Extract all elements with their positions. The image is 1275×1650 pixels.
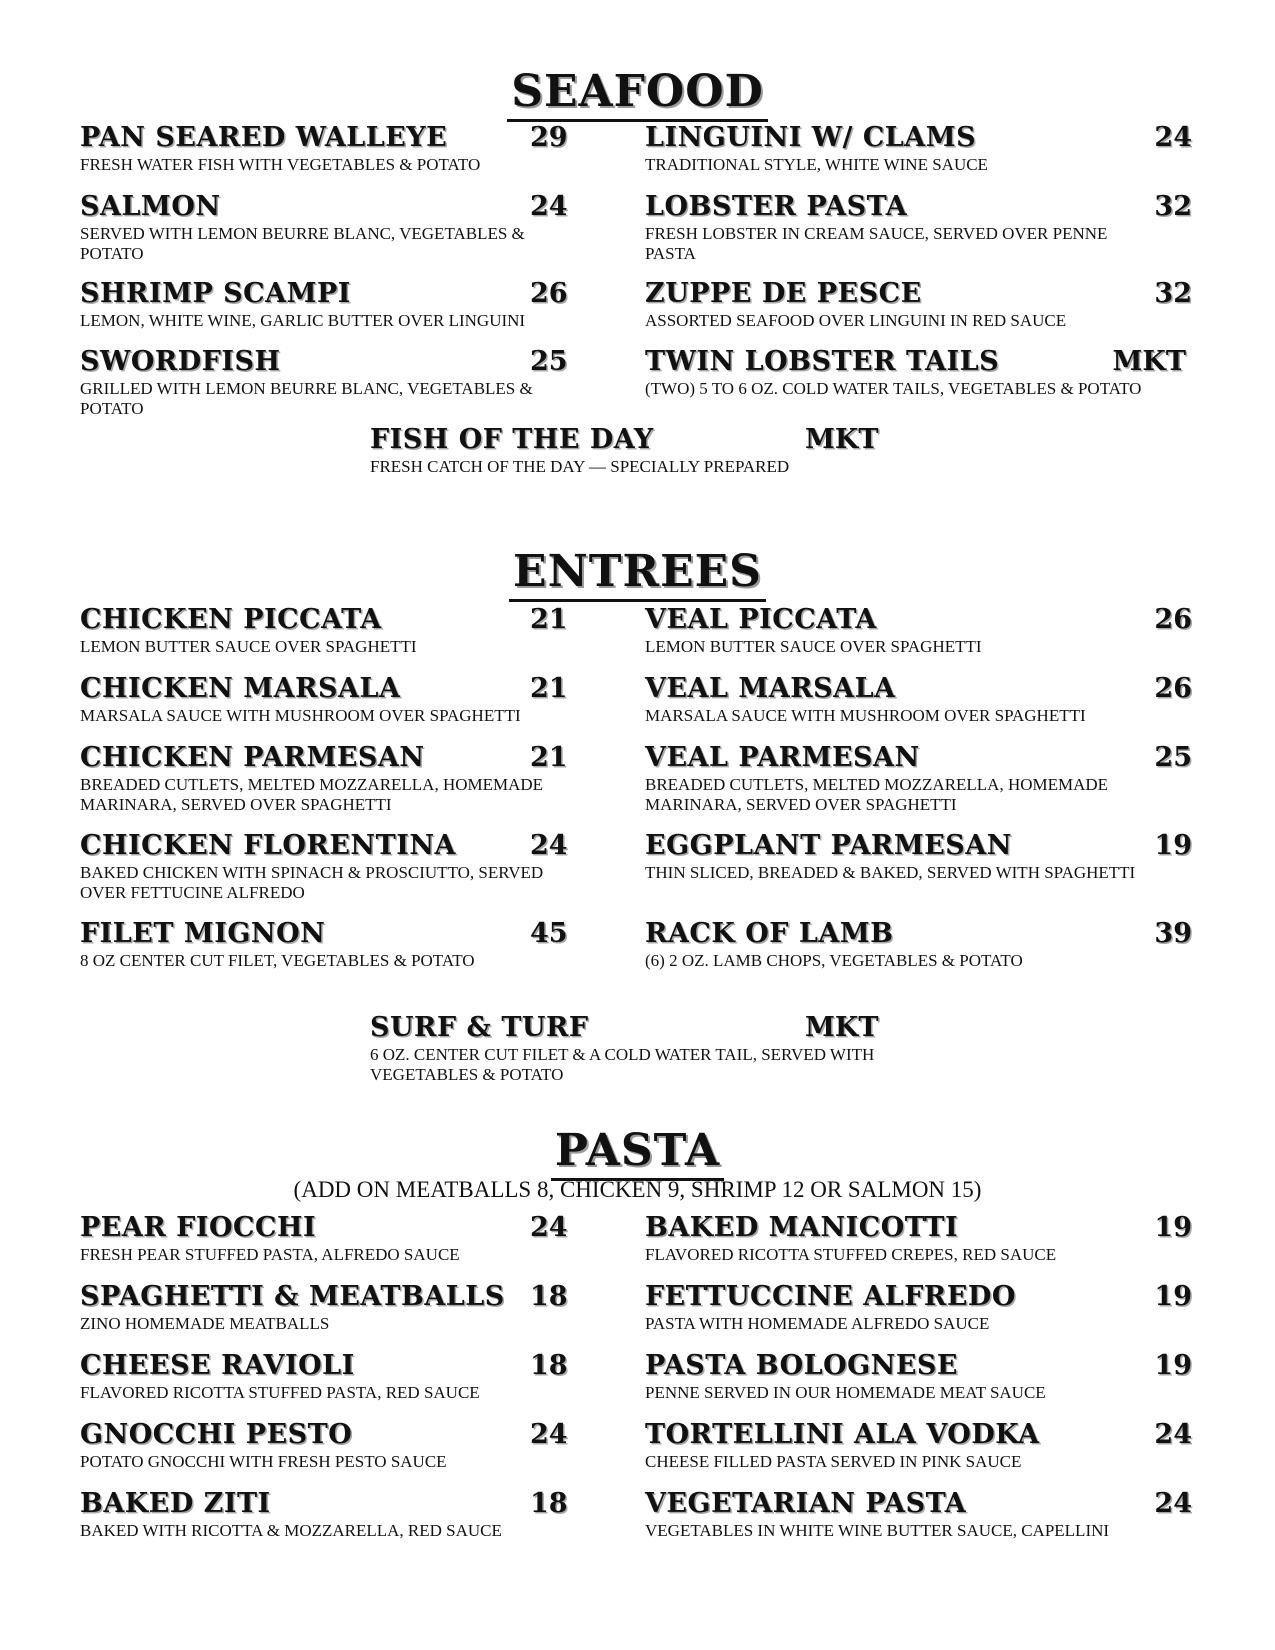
item-description: BAKED WITH RICOTTA & MOZZARELLA, RED SAUCE [80, 1521, 502, 1540]
item-price: 24 [530, 1212, 568, 1243]
item-description: THIN SLICED, BREADED & BAKED, SERVED WITH SPAGHETTI [645, 863, 1136, 882]
item-name: CHICKEN MARSALA [80, 673, 401, 704]
item-description: VEGETABLES IN WHITE WINE BUTTER SAUCE, CAPELLINI [645, 1521, 1110, 1540]
item-name: VEGETARIAN PASTA [645, 1488, 967, 1519]
item-description: BREADED CUTLETS, MELTED MOZZARELLA, HOMEMADE MARINARA, SERVED OVER SPAGHETTI [80, 775, 544, 814]
item-description: PENNE SERVED IN OUR HOMEMADE MEAT SAUCE [645, 1383, 1046, 1402]
item-name: RACK OF LAMB [645, 918, 894, 949]
item-name: VEAL PICCATA [645, 604, 877, 635]
item-price: 19 [1154, 830, 1192, 861]
item-description: FRESH CATCH OF THE DAY — SPECIALLY PREPARED [370, 457, 790, 476]
item-description: BAKED CHICKEN WITH SPINACH & PROSCIUTTO, SERVED OVER FETTUCINE ALFREDO [80, 863, 544, 902]
item-description: FRESH WATER FISH WITH VEGETABLES & POTATO [80, 155, 481, 174]
pasta-add-on-note: (ADD ON MEATBALLS 8, CHICKEN 9, SHRIMP 12 OR SALMON 15) [293, 1177, 982, 1202]
item-price: 19 [1154, 1350, 1192, 1381]
item-price: 19 [1154, 1281, 1192, 1312]
item-price: 26 [1154, 604, 1192, 635]
item-description: 6 OZ. CENTER CUT FILET & A COLD WATER TAIL, SERVED WITH VEGETABLES & POTATO [370, 1045, 875, 1084]
item-description: SERVED WITH LEMON BEURRE BLANC, VEGETABLES & POTATO [80, 224, 525, 263]
item-price: 32 [1154, 278, 1192, 309]
item-description: FRESH LOBSTER IN CREAM SAUCE, SERVED OVER PENNE PASTA [645, 224, 1108, 263]
item-description: POTATO GNOCCHI WITH FRESH PESTO SAUCE [80, 1452, 447, 1471]
item-description: PASTA WITH HOMEMADE ALFREDO SAUCE [645, 1314, 990, 1333]
item-price: MKT [805, 1012, 879, 1043]
item-description: LEMON BUTTER SAUCE OVER SPAGHETTI [80, 637, 417, 656]
item-description: FLAVORED RICOTTA STUFFED CREPES, RED SAUCE [645, 1245, 1057, 1264]
item-name: FETTUCCINE ALFREDO [645, 1281, 1016, 1312]
item-name: SPAGHETTI & MEATBALLS [80, 1281, 505, 1312]
item-name: LINGUINI W/ CLAMS [645, 122, 977, 153]
item-name: PASTA BOLOGNESE [645, 1350, 958, 1381]
item-name: SHRIMP SCAMPI [80, 278, 351, 309]
seafood-heading: SEAFOOD [0, 68, 1275, 116]
item-price: 24 [1154, 1488, 1192, 1519]
item-price: 25 [1154, 742, 1192, 773]
entrees-heading: ENTREES [0, 548, 1275, 596]
item-price: 45 [530, 918, 568, 949]
item-price: 29 [530, 122, 568, 153]
item-price: 24 [530, 1419, 568, 1450]
item-description: (6) 2 OZ. LAMB CHOPS, VEGETABLES & POTATO [645, 951, 1023, 970]
item-name: SURF & TURF [370, 1012, 589, 1043]
item-name: TWIN LOBSTER TAILS [645, 346, 1000, 377]
item-description: MARSALA SAUCE WITH MUSHROOM OVER SPAGHETTI [645, 706, 1086, 725]
item-description: TRADITIONAL STYLE, WHITE WINE SAUCE [645, 155, 988, 174]
item-description: LEMON BUTTER SAUCE OVER SPAGHETTI [645, 637, 982, 656]
item-price: 26 [1154, 673, 1192, 704]
item-description: (TWO) 5 TO 6 OZ. COLD WATER TAILS, VEGETABLES & POTATO [645, 379, 1142, 398]
item-name: EGGPLANT PARMESAN [645, 830, 1012, 861]
item-description: FRESH PEAR STUFFED PASTA, ALFREDO SAUCE [80, 1245, 460, 1264]
item-description: GRILLED WITH LEMON BEURRE BLANC, VEGETABLES & POTATO [80, 379, 533, 418]
item-description: CHEESE FILLED PASTA SERVED IN PINK SAUCE [645, 1452, 1022, 1471]
item-price: 18 [530, 1350, 568, 1381]
item-description: ASSORTED SEAFOOD OVER LINGUINI IN RED SAUCE [645, 311, 1067, 330]
item-price: 18 [530, 1488, 568, 1519]
item-description: ZINO HOMEMADE MEATBALLS [80, 1314, 330, 1333]
item-name: CHICKEN PICCATA [80, 604, 382, 635]
item-price: MKT [805, 424, 879, 455]
item-name: SWORDFISH [80, 346, 281, 377]
item-name: CHICKEN FLORENTINA [80, 830, 456, 861]
pasta-heading: PASTA [0, 1127, 1275, 1175]
item-name: CHEESE RAVIOLI [80, 1350, 355, 1381]
item-description: LEMON, WHITE WINE, GARLIC BUTTER OVER LINGUINI [80, 311, 526, 330]
item-price: 21 [530, 673, 568, 704]
item-price: 24 [530, 191, 568, 222]
item-description: 8 OZ CENTER CUT FILET, VEGETABLES & POTATO [80, 951, 475, 970]
item-name: LOBSTER PASTA [645, 191, 908, 222]
item-description: MARSALA SAUCE WITH MUSHROOM OVER SPAGHETTI [80, 706, 521, 725]
item-price: 39 [1154, 918, 1192, 949]
item-name: GNOCCHI PESTO [80, 1419, 353, 1450]
item-price: 18 [530, 1281, 568, 1312]
item-price: 25 [530, 346, 568, 377]
item-name: PAN SEARED WALLEYE [80, 122, 448, 153]
item-name: FILET MIGNON [80, 918, 326, 949]
item-price: MKT [1112, 346, 1186, 377]
item-name: CHICKEN PARMESAN [80, 742, 425, 773]
item-name: FISH OF THE DAY [370, 424, 654, 455]
item-price: 21 [530, 604, 568, 635]
item-name: VEAL PARMESAN [645, 742, 920, 773]
item-name: VEAL MARSALA [645, 673, 896, 704]
item-price: 21 [530, 742, 568, 773]
item-price: 24 [1154, 1419, 1192, 1450]
item-name: SALMON [80, 191, 221, 222]
item-price: 32 [1154, 191, 1192, 222]
item-name: PEAR FIOCCHI [80, 1212, 317, 1243]
item-price: 24 [530, 830, 568, 861]
item-name: BAKED ZITI [80, 1488, 271, 1519]
item-description: FLAVORED RICOTTA STUFFED PASTA, RED SAUCE [80, 1383, 480, 1402]
item-name: ZUPPE DE PESCE [645, 278, 922, 309]
item-name: TORTELLINI ALA VODKA [645, 1419, 1040, 1450]
item-price: 26 [530, 278, 568, 309]
item-description: BREADED CUTLETS, MELTED MOZZARELLA, HOMEMADE MARINARA, SERVED OVER SPAGHETTI [645, 775, 1109, 814]
item-price: 19 [1154, 1212, 1192, 1243]
item-price: 24 [1154, 122, 1192, 153]
item-name: BAKED MANICOTTI [645, 1212, 959, 1243]
